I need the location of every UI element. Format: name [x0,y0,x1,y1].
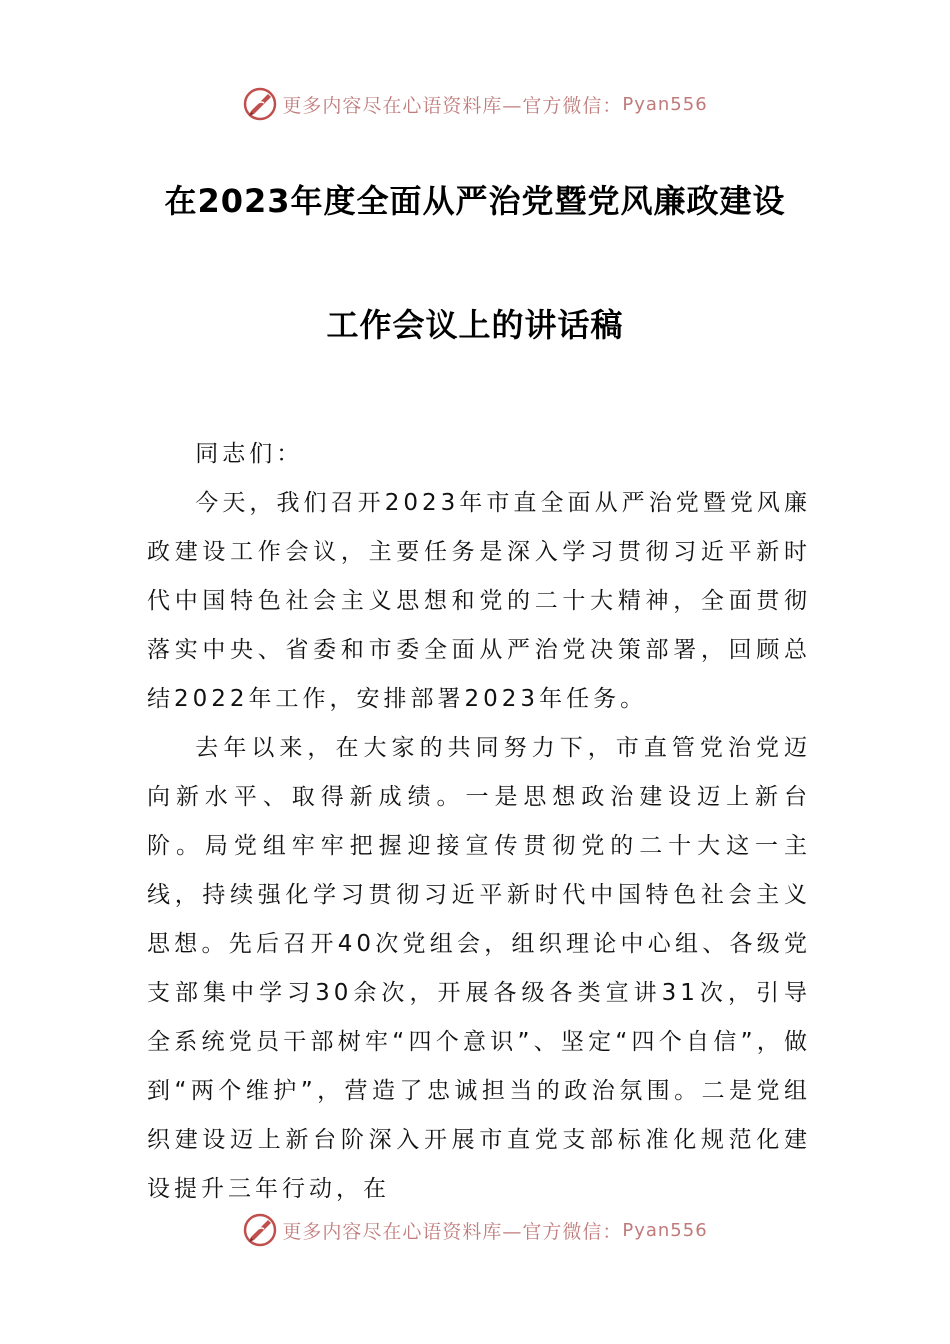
document-title-line1: 在2023年度全面从严治党暨党风廉政建设 [164,182,786,220]
watermark-wechat-label: 官方微信： [522,94,623,117]
watermark-banner-bottom [0,1212,950,1248]
watermark-wechat-id: Pyan556 [622,93,708,115]
watermark-wechat-label: 官方微信： [522,1220,623,1243]
pen-logo-icon [242,1212,278,1248]
paragraph: 去年以来，在大家的共同努力下，市直管党治党迈向新水平、取得新成绩。一是思想政治建设迈上新台阶。局党组牢牢把握迎接宣传贯彻党的二十大这一主线，持续强化学习贯彻习近平新时代中国特色社会主义思想。先后召开40次党组会，组织理论中心组、各级党支部集中学习30余次，开展各级各类宣讲31次，引导全系统党员干部树牢“四个意识”、坚定“四个自信”，做到“两个维护”，营造了忠诚担当的政治氛围。二是党组织建设迈上新台阶深入开展市直党支部标准化规范化建设提升三年行动，在 [147,735,811,1202]
watermark-text: 更多内容尽在心语资料库— [282,1220,523,1243]
salutation: 同志们： [195,441,304,467]
document-title-line2: 工作会议上的讲话稿 [326,306,624,344]
watermark-text: 更多内容尽在心语资料库— [282,94,523,117]
watermark-wechat-id: Pyan556 [622,1219,708,1241]
pen-logo-icon [242,86,278,122]
watermark-banner-top [0,86,950,122]
document-body [147,430,811,1214]
paragraph: 今天，我们召开2023年市直全面从严治党暨党风廉政建设工作会议，主要任务是深入学习贯彻习近平新时代中国特色社会主义思想和党的二十大精神，全面贯彻落实中央、省委和市委全面从严治党决策部署，回顾总结2022年工作，安排部署2023年任务。 [147,490,811,712]
